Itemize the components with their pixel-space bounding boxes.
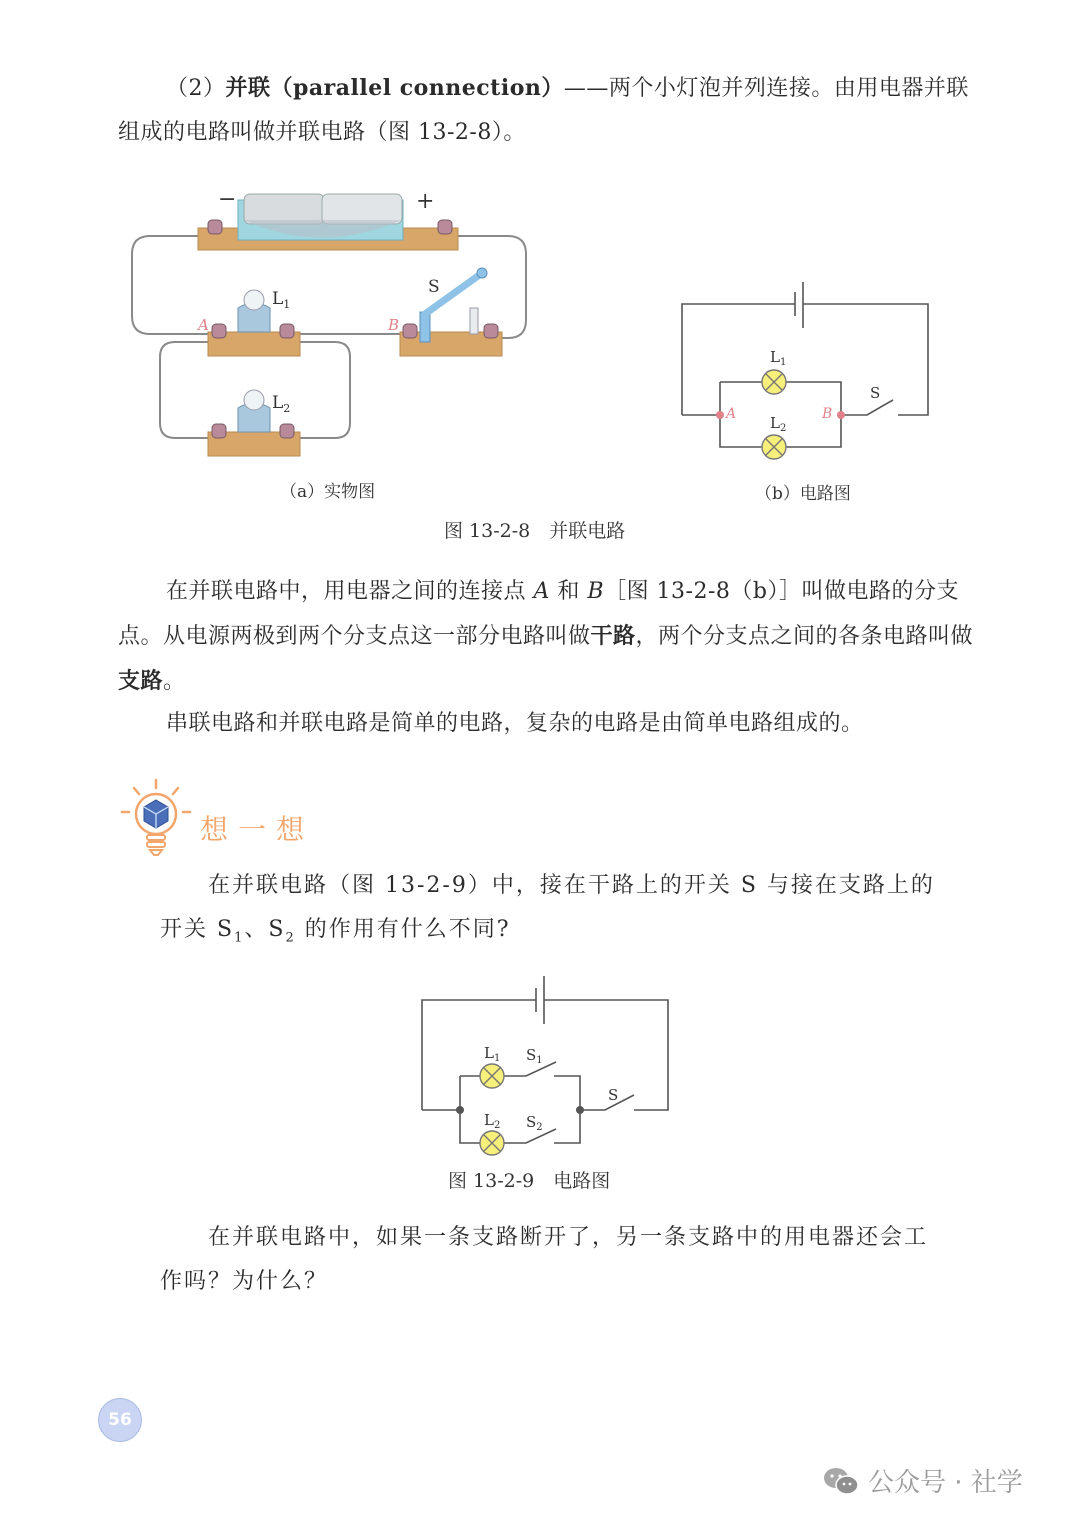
svg-text:L2: $L_2$ xyxy=(484,1111,501,1131)
svg-text:L2: $L_2$ xyxy=(770,414,787,434)
intro-paragraph xyxy=(118,66,978,155)
subcaption-a: （a）实物图 xyxy=(280,482,376,502)
think-question-1: 在并联电路（图 13-2-9）中，接在干路上的开关 S 与接在支路上的开关 $S_1$、$S_2$ 的作用有什么不同? xyxy=(160,873,935,946)
figure-circuit-schematic xyxy=(660,270,950,470)
switch-label: S xyxy=(428,277,440,297)
body-paragraph-2: 串联电路和并联电路是简单的电路，复杂的电路是由简单电路组成的。 xyxy=(166,711,864,736)
svg-text:A: A xyxy=(726,406,737,422)
term-branch: 支路 xyxy=(118,668,164,694)
item-number: （2） xyxy=(166,76,226,101)
svg-text:B: B xyxy=(822,406,833,422)
svg-text:S: S xyxy=(870,384,881,402)
term-trunk: 干路 xyxy=(590,623,636,649)
subcaption-b: （b）电路图 xyxy=(755,484,851,504)
watermark xyxy=(822,1462,1023,1499)
figure-caption-13-2-8: 图 13-2-8 并联电路 xyxy=(444,520,626,542)
plus-label: + xyxy=(416,189,435,214)
junction-b-label: B xyxy=(388,316,400,334)
figure-physical-circuit xyxy=(120,180,540,470)
page-number: 56 xyxy=(98,1398,142,1442)
svg-text:L1: $L_1$ xyxy=(272,289,291,311)
body-paragraph-1: 在并联电路中，用电器之间的连接点 A 和 B［图 13-2-8（b）］叫做电路的分支点。从电源两极到两个分支点这一部分电路叫做干路，两个分支点之间的各条电路叫做支路。 xyxy=(118,579,974,694)
term-english: （parallel connection） xyxy=(270,75,564,101)
svg-text:L1: $L_1$ xyxy=(770,348,787,368)
svg-text:S: S xyxy=(608,1086,619,1104)
think-question-2: 在并联电路中，如果一条支路断开了，另一条支路中的用电器还会工作吗？为什么？ xyxy=(160,1225,929,1294)
svg-text:S1: $S_1$ xyxy=(526,1046,543,1066)
watermark-text: 公众号 · 社学 xyxy=(868,1468,1023,1498)
svg-text:S2: $S_2$ xyxy=(526,1113,543,1133)
figure-switch-circuit xyxy=(400,960,690,1165)
svg-text:L2: $L_2$ xyxy=(272,393,291,415)
svg-text:L1: $L_1$ xyxy=(484,1044,501,1064)
term-parallel: 并联 xyxy=(225,75,271,101)
figure-caption-13-2-9: 图 13-2-9 电路图 xyxy=(448,1170,611,1192)
minus-label: − xyxy=(218,187,237,212)
junction-a-label: A xyxy=(198,316,209,334)
lightbulb-cube-icon xyxy=(116,776,196,860)
intro-text: ——两个小灯泡并列连接。由用电器并联组成的电路叫做并联电路（图 13-2-8）。 xyxy=(118,76,969,145)
wechat-icon xyxy=(822,1466,860,1496)
think-title: 想一想 xyxy=(200,813,315,846)
